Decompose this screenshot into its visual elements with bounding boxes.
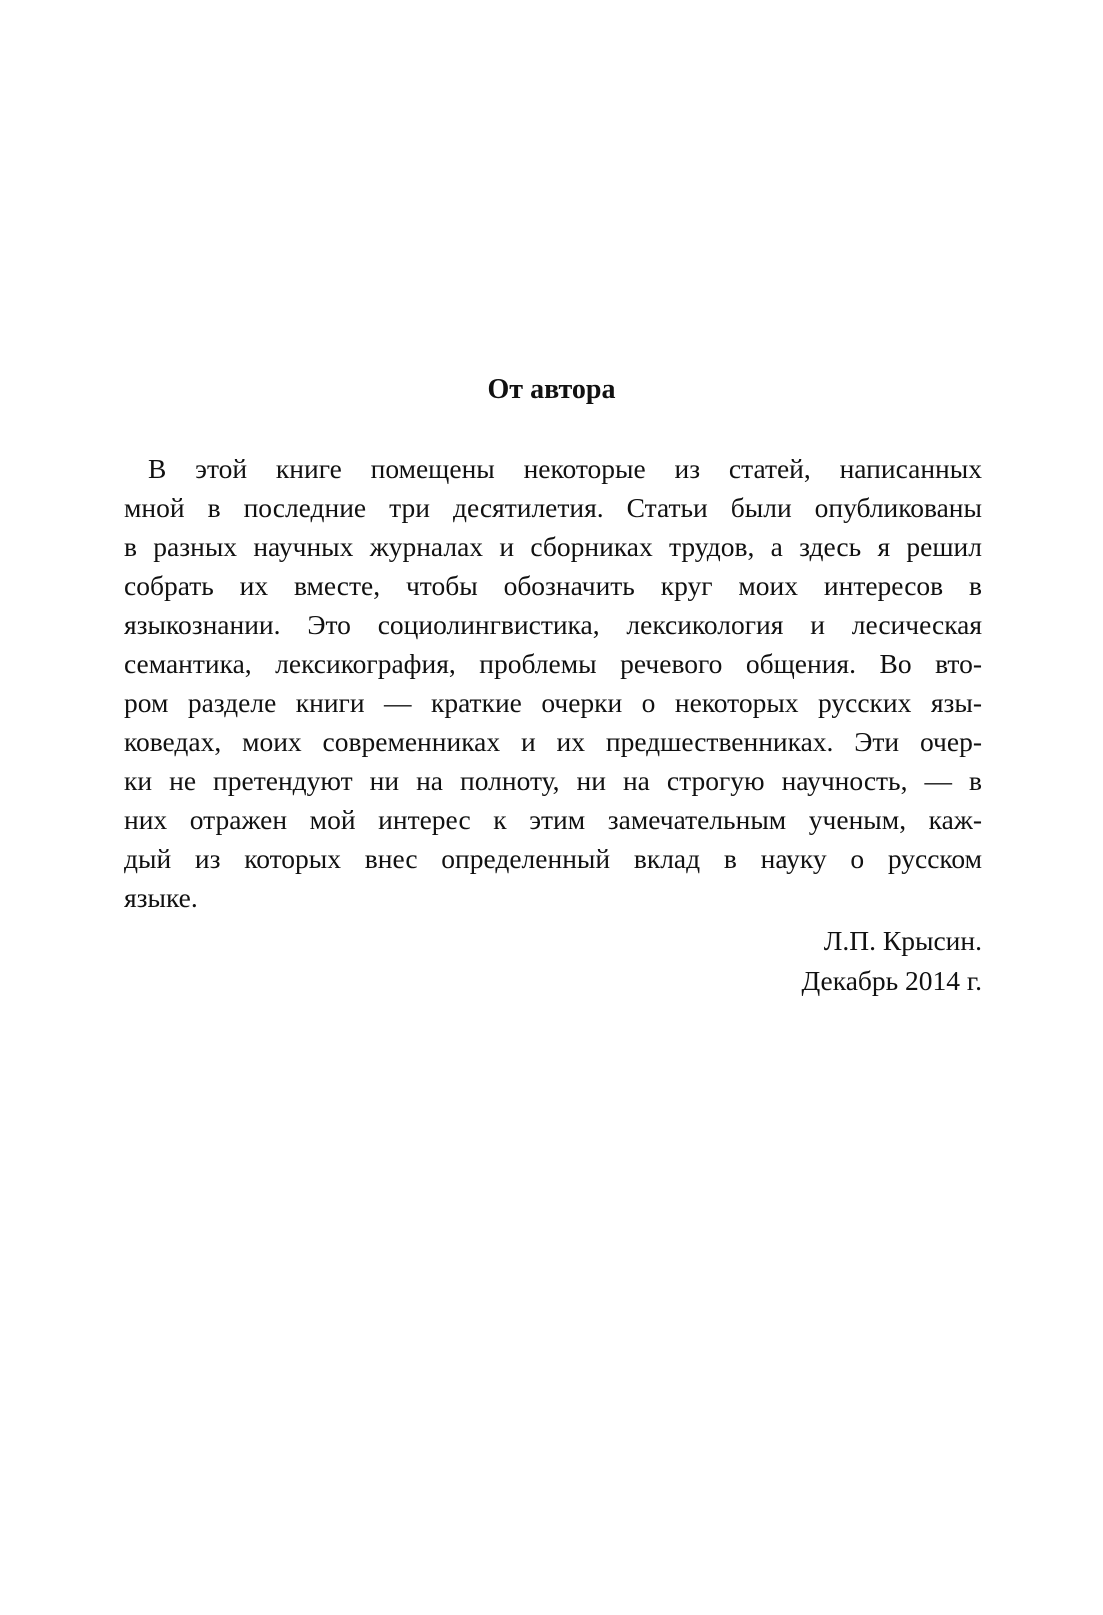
author-signature: Л.П. Крысин. bbox=[823, 925, 982, 956]
paragraph-line: дый из которых внес определенный вклад в науку о русском bbox=[124, 843, 982, 874]
paragraph-line: семантика, лексикография, проблемы речевого общения. Во вто- bbox=[124, 648, 982, 679]
signature-date: Декабрь 2014 г. bbox=[801, 965, 982, 996]
paragraph-line: них отражен мой интерес к этим замечательным ученым, каж- bbox=[124, 804, 982, 835]
paragraph-line: собрать их вместе, чтобы обозначить круг моих интересов в bbox=[124, 570, 982, 601]
paragraph-text bbox=[124, 449, 982, 917]
paragraph-line: ки не претендуют ни на полноту, ни на строгую научность, — в bbox=[124, 765, 982, 796]
paragraph-line: ром разделе книги — краткие очерки о некоторых русских язы- bbox=[124, 687, 982, 718]
paragraph-line: коведах, моих современниках и их предшественниках. Эти очер- bbox=[124, 726, 982, 757]
paragraph-line: мной в последние три десятилетия. Статьи были опубликованы bbox=[124, 492, 982, 523]
page-title: От автора bbox=[487, 374, 616, 405]
paragraph-line: В этой книге помещены некоторые из статей, написанных bbox=[148, 453, 982, 484]
signature-block bbox=[801, 921, 982, 1001]
paragraph-line: языкознании. Это социолингвистика, лексикология и лесическая bbox=[124, 609, 982, 640]
paragraph-line: языке. bbox=[124, 882, 198, 913]
paragraph-line: в разных научных журналах и сборниках трудов, а здесь я решил bbox=[124, 531, 982, 562]
